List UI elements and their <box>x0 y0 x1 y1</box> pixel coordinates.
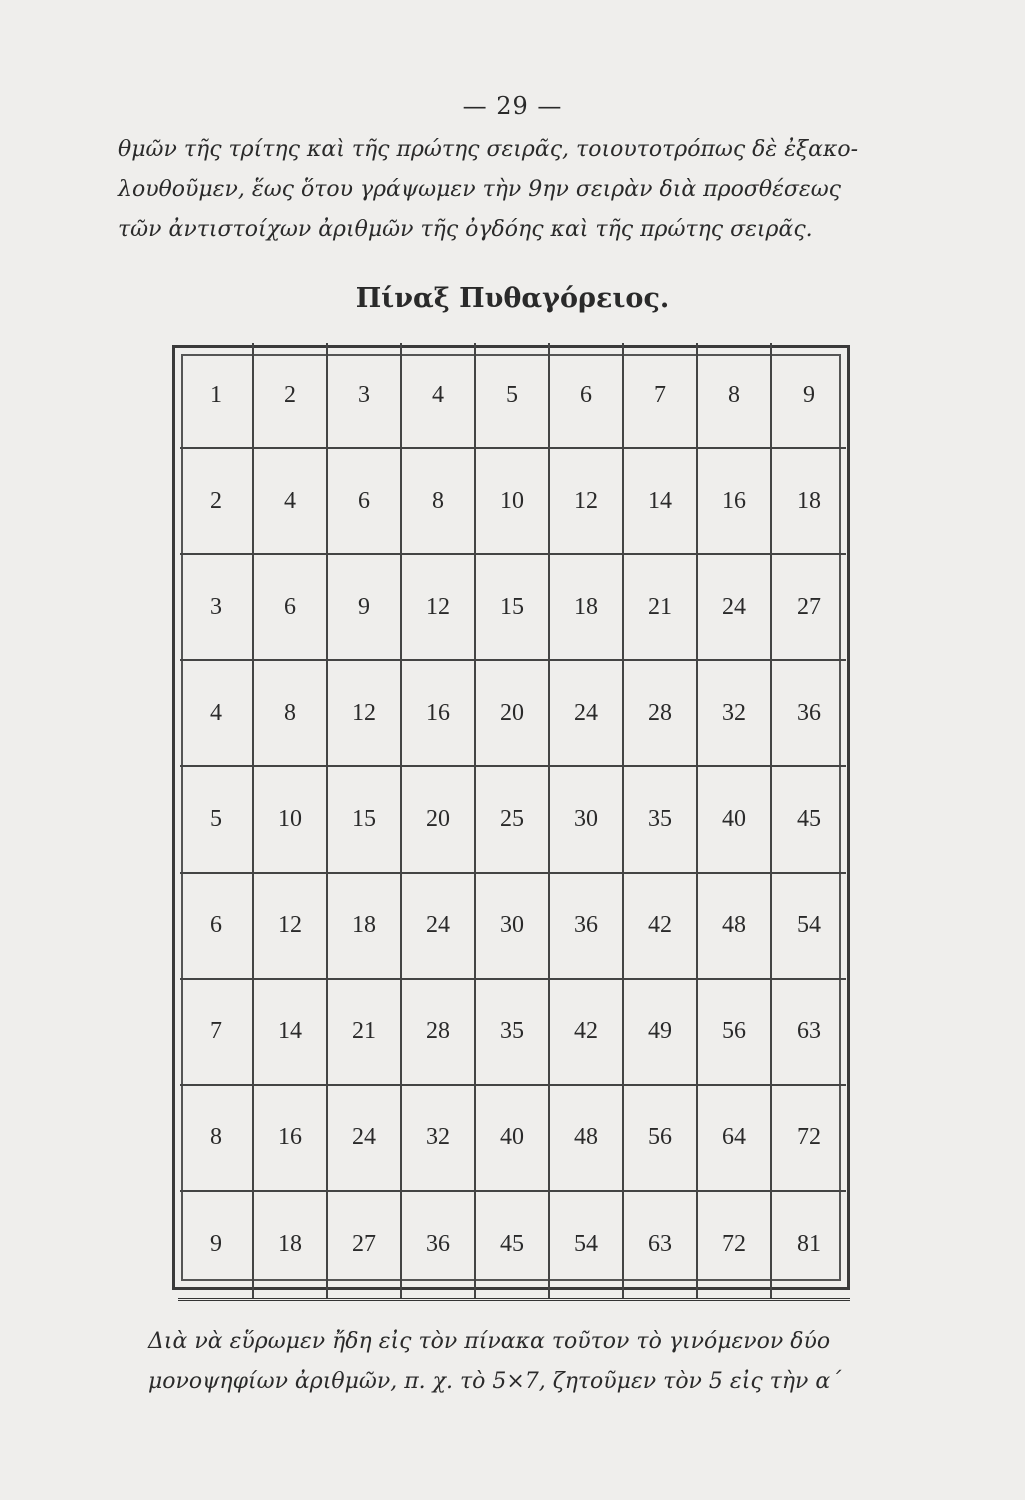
table-cell: 2 <box>254 343 328 449</box>
table-cell: 14 <box>624 449 698 555</box>
table-cell: 2 <box>180 449 254 555</box>
table-cell: 16 <box>254 1086 328 1192</box>
table-cell: 30 <box>550 767 624 873</box>
outro-line: μονοψηφίων ἀριθμῶν, π. χ. τὸ 5×7, ζητοῦμεν τὸν 5 εἰς τὴν α΄ <box>148 1369 842 1394</box>
table-cell: 32 <box>402 1086 476 1192</box>
table-cell: 8 <box>698 343 772 449</box>
table-cell: 12 <box>328 661 402 767</box>
table-cell: 12 <box>254 874 328 980</box>
bottom-rule <box>178 1298 850 1301</box>
table-cell: 16 <box>402 661 476 767</box>
intro-paragraph <box>118 130 908 250</box>
table-cell: 4 <box>254 449 328 555</box>
table-cell: 27 <box>772 555 846 661</box>
table-cell: 24 <box>698 555 772 661</box>
table-cell: 6 <box>328 449 402 555</box>
table-cell: 40 <box>698 767 772 873</box>
table-cell: 7 <box>180 980 254 1086</box>
table-cell: 4 <box>180 661 254 767</box>
table-cell: 7 <box>624 343 698 449</box>
table-cell: 18 <box>550 555 624 661</box>
table-cell: 9 <box>772 343 846 449</box>
table-cell: 10 <box>476 449 550 555</box>
table-cell: 20 <box>402 767 476 873</box>
table-cell: 56 <box>698 980 772 1086</box>
table-cell: 6 <box>550 343 624 449</box>
table-cell: 36 <box>772 661 846 767</box>
table-cell: 42 <box>550 980 624 1086</box>
table-cell: 63 <box>624 1192 698 1298</box>
table-cell: 35 <box>476 980 550 1086</box>
table-cell: 24 <box>402 874 476 980</box>
table-cell: 40 <box>476 1086 550 1192</box>
table-cell: 72 <box>698 1192 772 1298</box>
table-cell: 48 <box>550 1086 624 1192</box>
table-cell: 16 <box>698 449 772 555</box>
table-cell: 4 <box>402 343 476 449</box>
table-cell: 45 <box>476 1192 550 1298</box>
table-cell: 9 <box>180 1192 254 1298</box>
table-title: Πίναξ Πυθαγόρειος. <box>355 283 670 314</box>
table-cell: 48 <box>698 874 772 980</box>
table-cell: 54 <box>550 1192 624 1298</box>
table-cell: 45 <box>772 767 846 873</box>
table-cell: 64 <box>698 1086 772 1192</box>
table-cell: 49 <box>624 980 698 1086</box>
table-cell: 5 <box>180 767 254 873</box>
table-cell: 10 <box>254 767 328 873</box>
table-cell: 42 <box>624 874 698 980</box>
table-cell: 81 <box>797 1231 821 1258</box>
table-cell: 28 <box>624 661 698 767</box>
table-cell: 3 <box>328 343 402 449</box>
intro-line: λουθοῦμεν, ἕως ὅτου γράψωμεν τὴν 9ην σειρὰν διὰ προσθέσεως <box>118 177 841 202</box>
page-number: — 29 — <box>462 92 563 120</box>
table-cell: 30 <box>476 874 550 980</box>
table-cell: 72 <box>772 1086 846 1192</box>
table-cell: 36 <box>402 1192 476 1298</box>
table-cell: 32 <box>698 661 772 767</box>
table-cell: 8 <box>254 661 328 767</box>
table-cell: 15 <box>328 767 402 873</box>
table-cell: 8 <box>402 449 476 555</box>
table-cell: 54 <box>772 874 846 980</box>
table-cell: 24 <box>328 1086 402 1192</box>
table-cell: 14 <box>254 980 328 1086</box>
table-cell: 35 <box>624 767 698 873</box>
table-cell: 12 <box>550 449 624 555</box>
table-cell: 20 <box>476 661 550 767</box>
table-cell: 9 <box>328 555 402 661</box>
intro-line: τῶν ἀντιστοίχων ἀριθμῶν τῆς ὀγδόης καὶ τῆς πρώτης σειρᾶς. <box>118 217 813 242</box>
table-cell: 28 <box>402 980 476 1086</box>
table-cell: 18 <box>328 874 402 980</box>
table-cell: 25 <box>476 767 550 873</box>
table-cell: 36 <box>550 874 624 980</box>
table-cell: 24 <box>550 661 624 767</box>
table-cell: 5 <box>476 343 550 449</box>
outro-line: Διὰ νὰ εὕρωμεν ἤδη εἰς τὸν πίνακα τοῦτον τὸ γινόμενον δύο <box>148 1329 831 1354</box>
table-cell: 6 <box>180 874 254 980</box>
outro-paragraph <box>148 1322 918 1402</box>
table-cell: 56 <box>624 1086 698 1192</box>
table-cell: 1 <box>180 343 254 449</box>
table-cell: 12 <box>402 555 476 661</box>
table-cell: 21 <box>624 555 698 661</box>
table-cell: 18 <box>254 1192 328 1298</box>
table-cell: 3 <box>180 555 254 661</box>
table-cell: 15 <box>476 555 550 661</box>
table-cell: 18 <box>772 449 846 555</box>
table-cell: 8 <box>180 1086 254 1192</box>
table-cell: 6 <box>254 555 328 661</box>
table-cell: 63 <box>772 980 846 1086</box>
table-cell: 27 <box>328 1192 402 1298</box>
intro-line: θμῶν τῆς τρίτης καὶ τῆς πρώτης σειρᾶς, τοιουτοτρόπως δὲ ἐξακο- <box>118 137 859 162</box>
table-cell: 21 <box>328 980 402 1086</box>
pythagorean-table <box>180 343 846 1298</box>
